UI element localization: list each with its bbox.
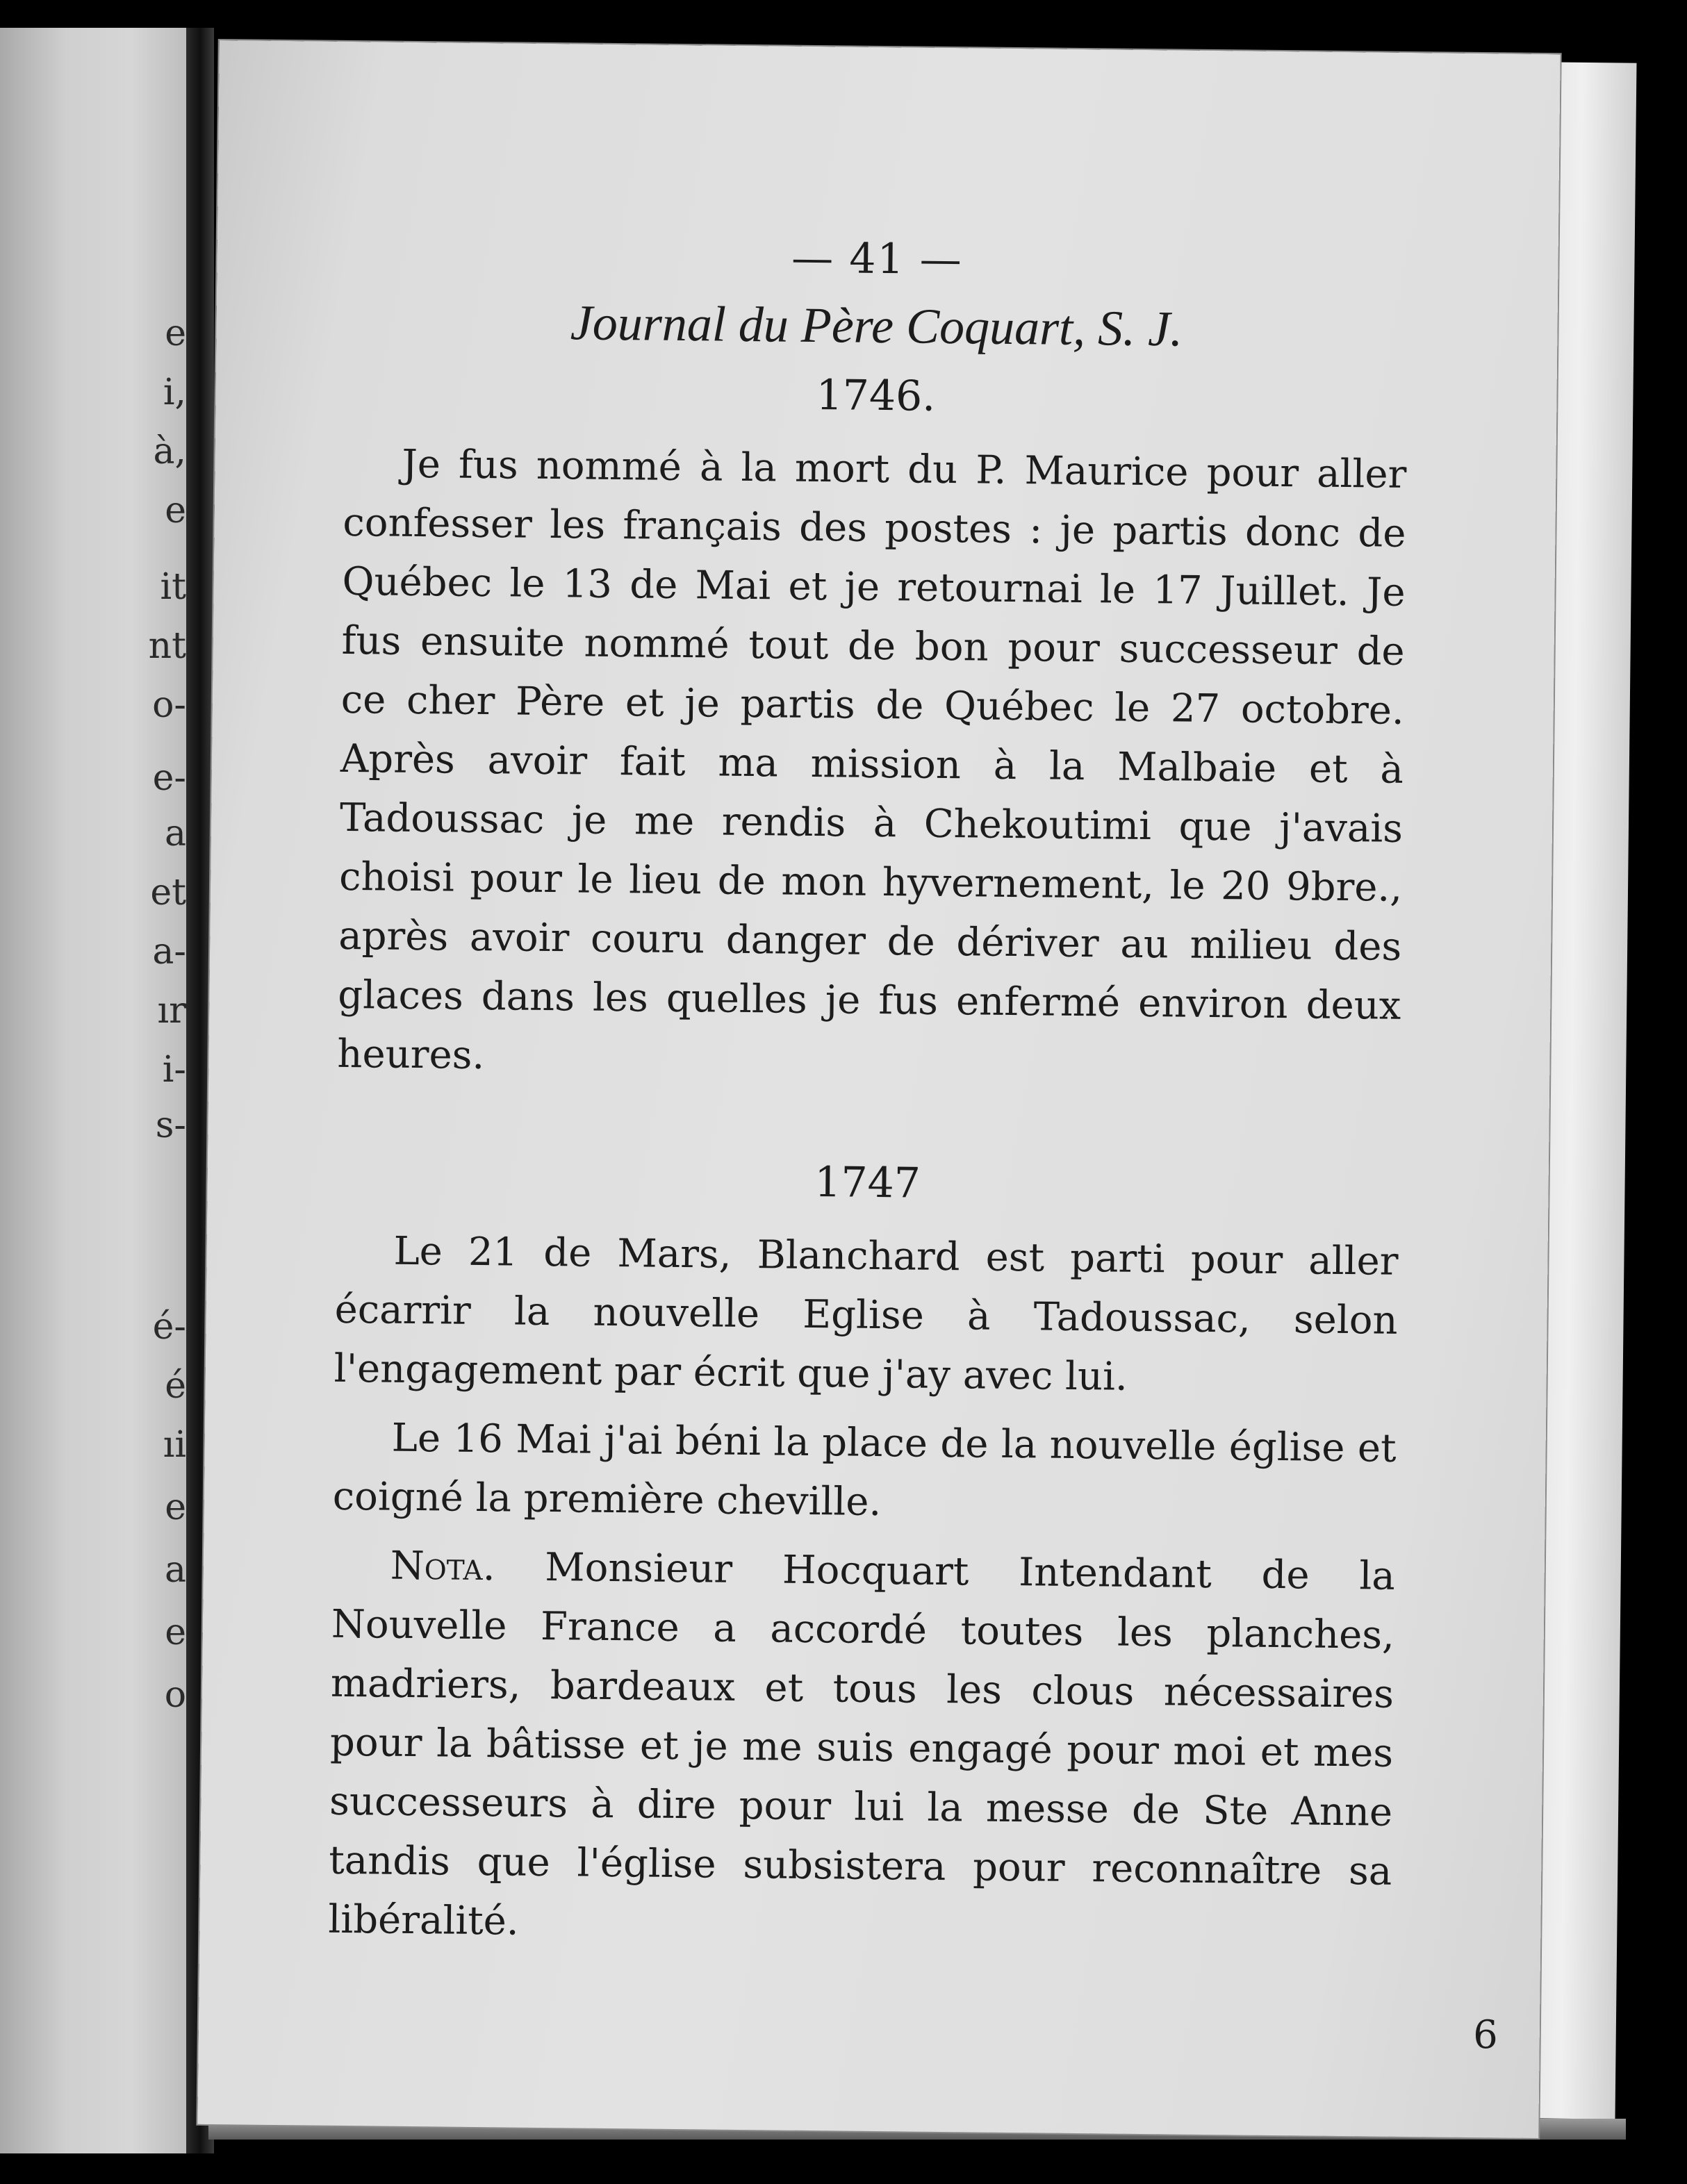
left-page-fragment: a- [152,931,186,973]
left-page-fragment: e [165,490,186,531]
left-page-fragment: e [165,1487,186,1528]
year-heading: 1746. [816,371,936,421]
running-title: Journal du Père Coquart, S. J. [570,295,1183,357]
left-page-fragment: et [150,872,186,913]
left-page-fragment: nt [148,625,186,667]
left-page-fragment: à, [153,431,186,472]
left-page-fragment: a [164,813,186,854]
left-page-fragment: e [165,1612,186,1653]
book-page [197,40,1560,2138]
nota-label: Nota. [390,1543,495,1590]
nota-text: Monsieur Hocquart Intendant de la Nouvelle France a accordé toutes les planches, madriers, bardeaux et tous les clous nécessaires pour la bâtisse et je me suis engagé pour moi et mes successeurs à dire pour lui la messe de Ste Anne tandis que l'église subsistera pour reconnaître sa libéralité. [328,1544,1396,1944]
left-page-fragment: it [160,566,186,608]
left-page-fragment: s- [155,1105,186,1146]
left-page-fragment: i, [163,372,186,413]
left-page-fragment: a [164,1549,186,1591]
paragraph: Je fus nommé à la mort du P. Maurice pour aller confesser les français des postes : je partis donc de Québec le 13 de Mai et je retournai le 17 Juillet. Je fus ensuite nommé tout de bon pour successeur de ce cher Père et je partis de Québec le 27 octobre. Après avoir fait ma mission à la Malbaie et à Tadoussac je me rendis à Chekoutimi que j'avais choisi pour le lieu de mon hyvernement, le 20 9bre., après avoir couru danger de dériver au milieu des glaces dans les quelles je fus enfermé environ deux heures. [337,441,1407,1079]
left-page-text-fragments [0,28,188,2153]
paragraph: Le 16 Mai j'ai béni la place de la nouvelle église et coigné la première cheville. [332,1415,1397,1525]
page-number: — 41 — [791,233,964,285]
left-page-fragment: e- [152,757,186,799]
left-page-fragment: é [165,1365,186,1407]
year-heading: 1747 [814,1158,921,1208]
left-page-fragment: i- [162,1049,186,1091]
left-page-fragment: e [165,313,186,354]
left-page-fragment: o- [152,684,186,726]
signature-mark: 6 [1472,2012,1499,2058]
left-page-fragment: é- [152,1306,186,1348]
left-facing-page [0,28,188,2153]
nota-paragraph [328,1536,1395,1960]
left-page-fragment: ır [157,990,186,1032]
paragraph: Le 21 de Mars, Blanchard est parti pour aller écarrir la nouvelle Eglise à Tadoussac, selon l'engagement par écrit que j'ay avec lui. [334,1228,1399,1400]
page-content [328,229,1409,1970]
left-page-fragment: o [164,1674,186,1716]
left-page-fragment: ıi [163,1424,186,1466]
